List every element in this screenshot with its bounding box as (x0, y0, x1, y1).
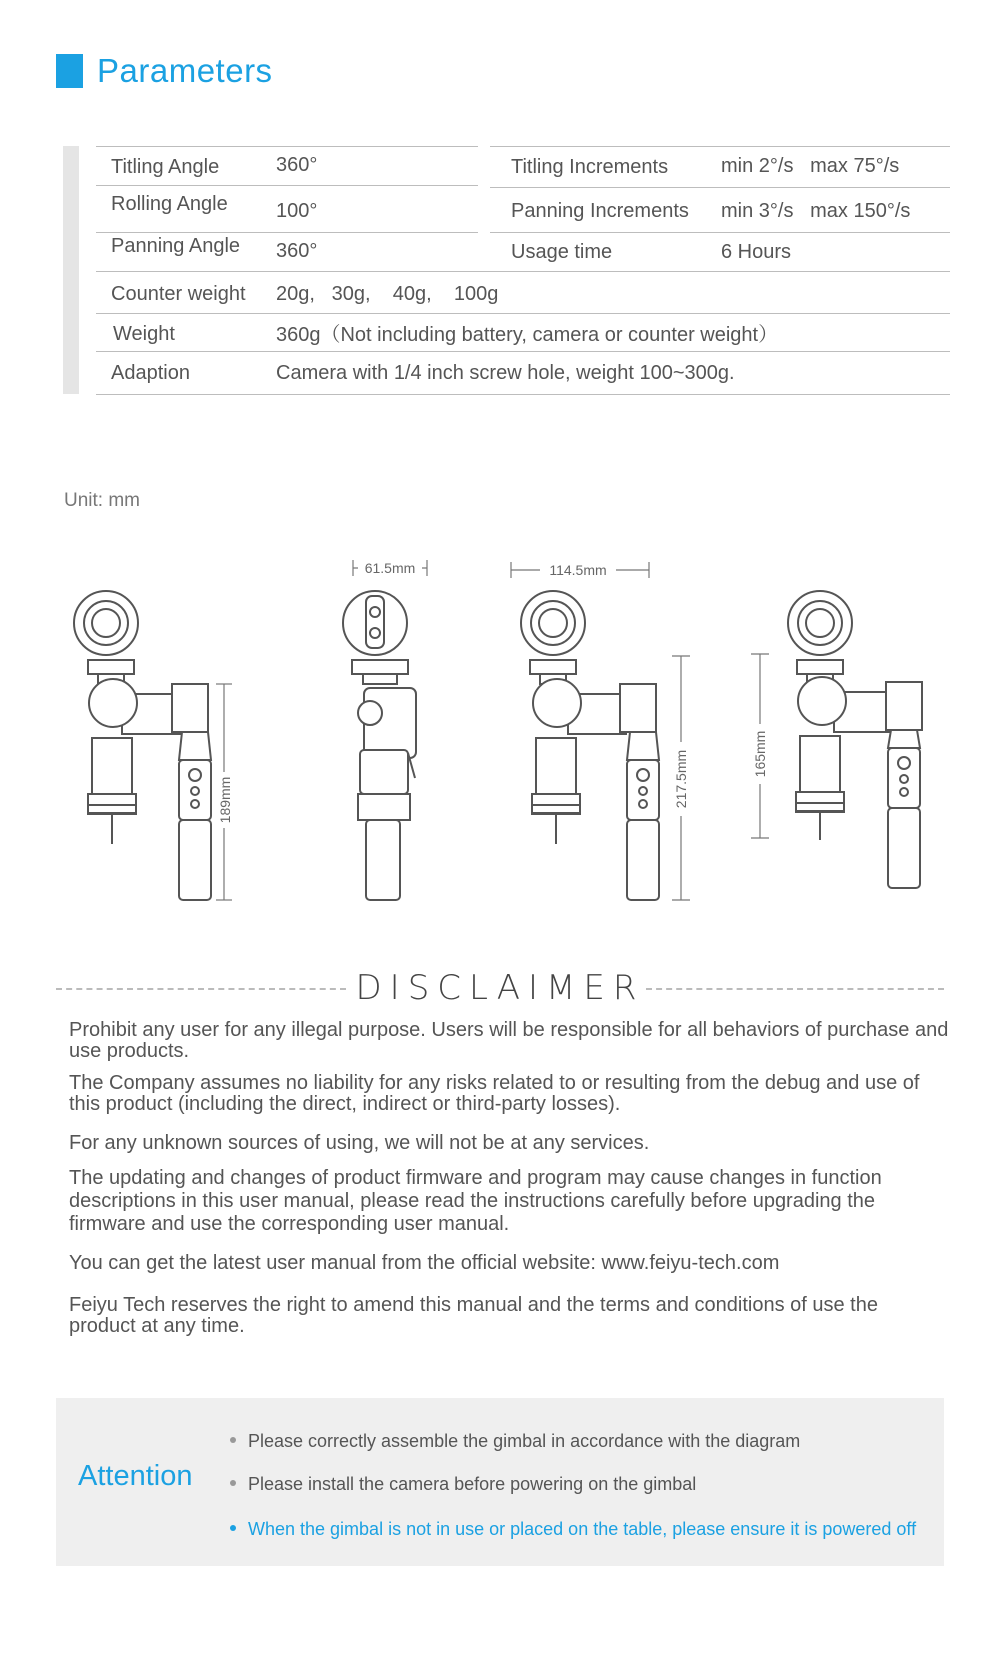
attention-item (230, 1474, 696, 1495)
disclaimer-paragraph: The updating and changes of product firmware and program may cause changes in function descriptions in this user manual, please read the instructions carefully before upgrading the firmware and use the corresponding user manual. (69, 1167, 882, 1235)
dim-61-5-label: 61.5mm (364, 560, 416, 576)
gimbal-view-3 (521, 591, 659, 900)
table-rule (490, 187, 950, 188)
tilting-increments-label: Titling Increments (511, 156, 669, 178)
parameters-side-bar (63, 146, 79, 394)
weight-label: Weight (113, 323, 175, 345)
table-rule (490, 232, 950, 233)
unit-label: Unit: mm (64, 490, 140, 511)
disclaimer-paragraph: The Company assumes no liability for any risks related to or resulting from the debug and use of this product (including the direct, indirect or third-party losses). (69, 1072, 920, 1115)
panning-angle-label: Panning Angle (111, 235, 241, 257)
dim-114-5-label: 114.5mm (549, 562, 607, 578)
attention-item (230, 1431, 800, 1452)
attention-item-text: When the gimbal is not in use or placed on the table, please ensure it is powered off (248, 1519, 917, 1539)
weight-value: 360g（Not including battery, camera or counter weight） (276, 324, 779, 346)
panning-increments-label: Panning Increments (511, 200, 689, 222)
attention-title: Attention (78, 1460, 193, 1492)
disclaimer-paragraph: You can get the latest user manual from the official website: www.feiyu-tech.com (69, 1252, 780, 1274)
heading-square-icon (56, 54, 83, 88)
adaption-label: Adaption (111, 362, 190, 384)
usage-time-label: Usage time (511, 241, 613, 263)
bullet-dot-icon (230, 1480, 236, 1486)
disclaimer-title: DISCLAIMER (355, 968, 645, 1008)
table-rule (96, 394, 950, 395)
gimbal-dimension-diagram (0, 548, 1000, 918)
attention-item-text: Please install the camera before powering on the gimbal (248, 1474, 697, 1494)
disclaimer-paragraph: For any unknown sources of using, we will not be at any services. (69, 1132, 650, 1154)
table-rule (96, 146, 478, 147)
table-rule (96, 271, 950, 272)
table-rule (96, 313, 950, 314)
tilting-increments-value: min 2°/s max 75°/s (721, 155, 900, 177)
attention-panel (56, 1398, 944, 1566)
panning-increments-value: min 3°/s max 150°/s (721, 200, 911, 222)
dim-217-5-label: 217.5mm (673, 749, 689, 809)
bullet-dot-icon (230, 1525, 236, 1531)
parameters-heading (56, 52, 273, 90)
table-rule (96, 232, 478, 233)
attention-item-highlight (230, 1519, 916, 1540)
disclaimer-paragraph: Feiyu Tech reserves the right to amend this manual and the terms and conditions of use the product at any time. (69, 1294, 878, 1337)
attention-item-text: Please correctly assemble the gimbal in accordance with the diagram (248, 1431, 801, 1451)
tilting-angle-value: 360° (276, 154, 318, 176)
usage-time-value: 6 Hours (721, 241, 792, 263)
table-rule (96, 185, 478, 186)
gimbal-view-1 (74, 591, 211, 900)
rolling-angle-label: Rolling Angle (111, 193, 228, 215)
disclaimer-paragraph: Prohibit any user for any illegal purpose. Users will be responsible for all behaviors of purchase and use products. (69, 1019, 949, 1062)
counter-weight-label: Counter weight (111, 283, 246, 305)
panning-angle-value: 360° (276, 240, 318, 262)
adaption-value: Camera with 1/4 inch screw hole, weight 100~300g. (276, 362, 735, 384)
gimbal-view-2 (343, 591, 416, 900)
table-rule (490, 146, 950, 147)
tilting-angle-label: Titling Angle (111, 156, 220, 178)
section-title: Parameters (97, 52, 273, 89)
bullet-dot-icon (230, 1437, 236, 1443)
rolling-angle-value: 100° (276, 200, 318, 222)
counter-weight-value: 20g, 30g, 40g, 100g (276, 283, 499, 305)
dim-189-label: 189mm (217, 776, 233, 824)
table-rule (96, 351, 950, 352)
gimbal-view-4 (788, 591, 922, 888)
dim-165-label: 165mm (752, 730, 768, 778)
